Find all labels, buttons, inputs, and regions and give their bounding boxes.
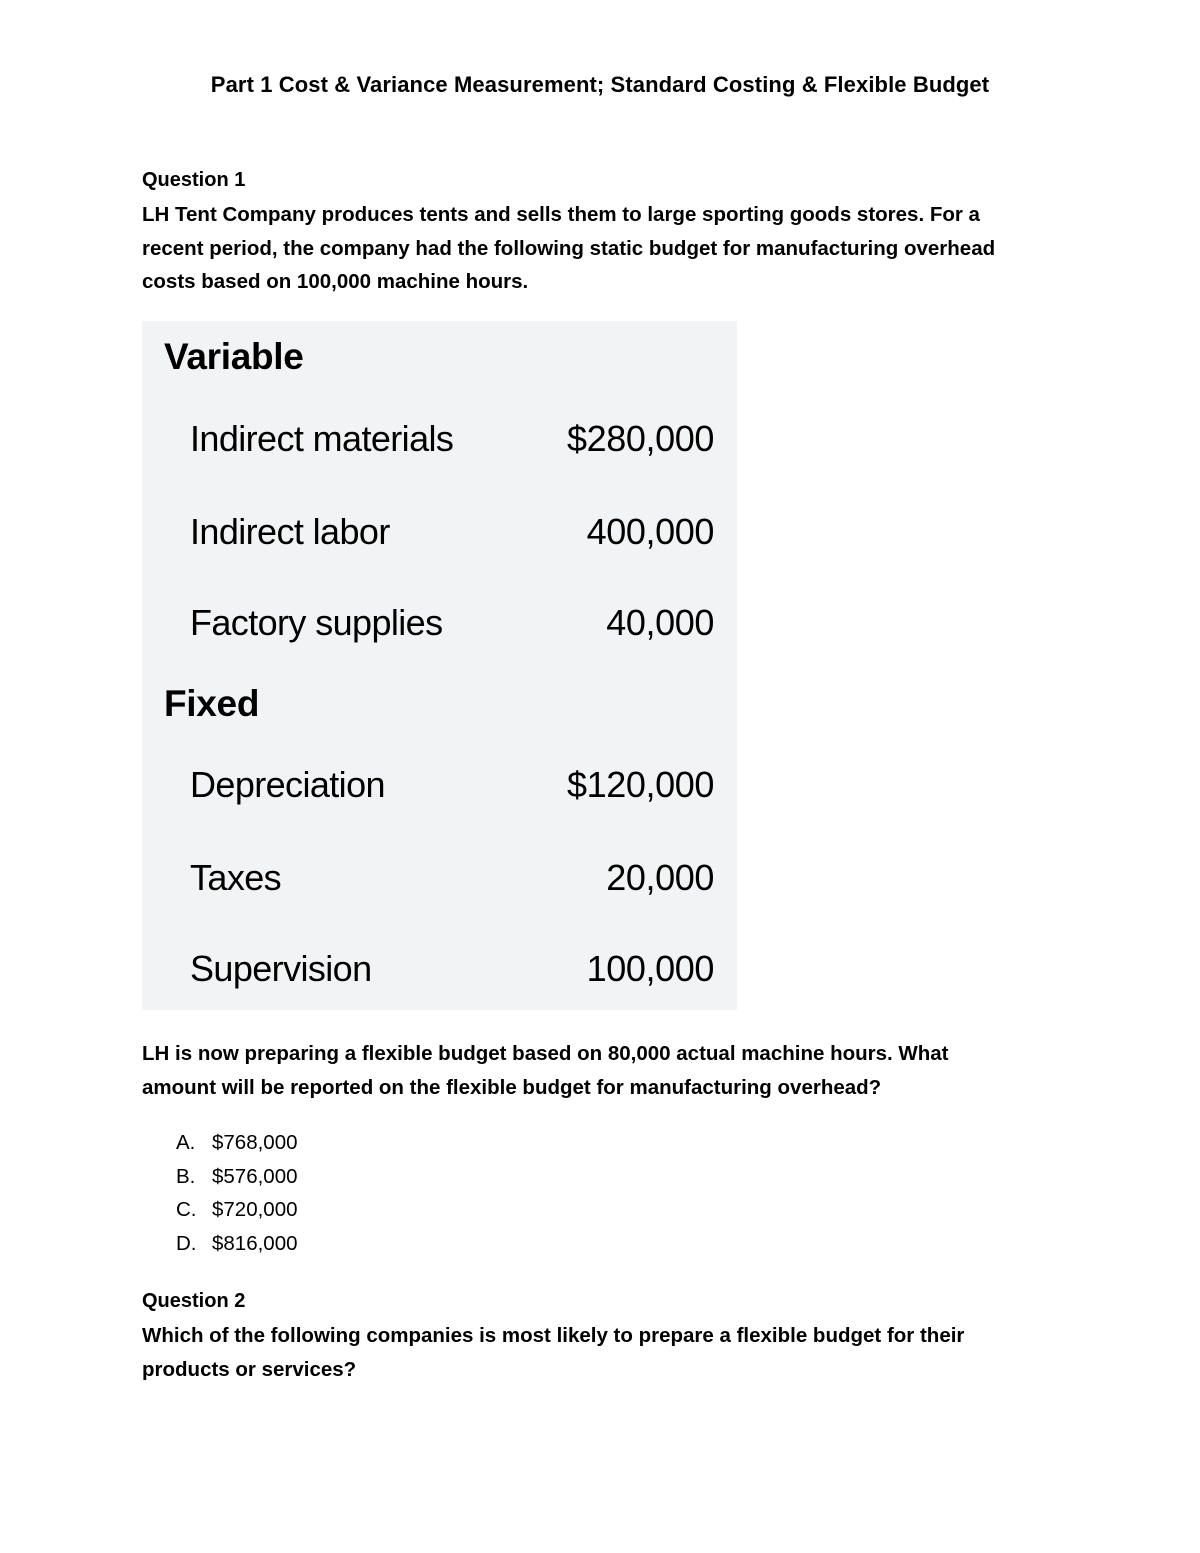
budget-row-label: Supervision xyxy=(190,948,372,989)
budget-row-label: Taxes xyxy=(190,857,282,898)
answer-choice-d xyxy=(176,1227,298,1261)
budget-row-value: $280,000 xyxy=(567,418,714,459)
answer-choice-b xyxy=(176,1160,298,1194)
intro-line: costs based on 100,000 machine hours. xyxy=(142,270,529,293)
choice-letter: C. xyxy=(176,1198,197,1222)
prompt-line: Which of the following companies is most likely to prepare a flexible budget for their xyxy=(142,1324,965,1347)
question-1-intro xyxy=(142,198,1062,299)
prompt-line: products or services? xyxy=(142,1357,357,1381)
choice-text: $576,000 xyxy=(212,1164,298,1188)
budget-row-label: Depreciation xyxy=(190,764,385,805)
budget-row-value: 400,000 xyxy=(586,511,714,552)
budget-row-value: $120,000 xyxy=(567,764,714,805)
static-budget-table xyxy=(142,321,737,1010)
intro-line: recent period, the company had the following static budget for manufacturing overhead xyxy=(142,236,996,260)
answer-choice-a xyxy=(176,1126,298,1160)
question-2-prompt xyxy=(142,1319,1062,1386)
question-1-prompt xyxy=(142,1037,1062,1104)
fixed-header: Fixed xyxy=(164,683,260,724)
page-title: Part 1 Cost & Variance Measurement; Standard Costing & Flexible Budget xyxy=(210,72,990,97)
question-2-heading: Question 2 xyxy=(142,1290,246,1312)
choice-text: $768,000 xyxy=(212,1131,298,1154)
budget-row-label: Factory supplies xyxy=(190,602,443,643)
answer-choices xyxy=(176,1126,298,1261)
budget-row-value: 100,000 xyxy=(586,948,714,989)
variable-header: Variable xyxy=(164,336,304,377)
budget-row-value: 40,000 xyxy=(606,602,714,643)
budget-row-value: 20,000 xyxy=(606,857,714,898)
choice-letter: D. xyxy=(176,1232,197,1256)
answer-choice-c xyxy=(176,1193,298,1227)
prompt-line: LH is now preparing a flexible budget based on 80,000 actual machine hours. What xyxy=(142,1042,949,1065)
question-1-heading: Question 1 xyxy=(142,169,246,191)
choice-text: $720,000 xyxy=(212,1198,298,1222)
intro-line: LH Tent Company produces tents and sells them to large sporting goods stores. For a xyxy=(142,203,980,226)
budget-row-label: Indirect labor xyxy=(190,511,390,552)
budget-row-label: Indirect materials xyxy=(190,418,454,459)
choice-letter: A. xyxy=(176,1131,196,1154)
choice-text: $816,000 xyxy=(212,1232,298,1256)
choice-letter: B. xyxy=(176,1164,196,1188)
prompt-line: amount will be reported on the flexible budget for manufacturing overhead? xyxy=(142,1075,882,1099)
